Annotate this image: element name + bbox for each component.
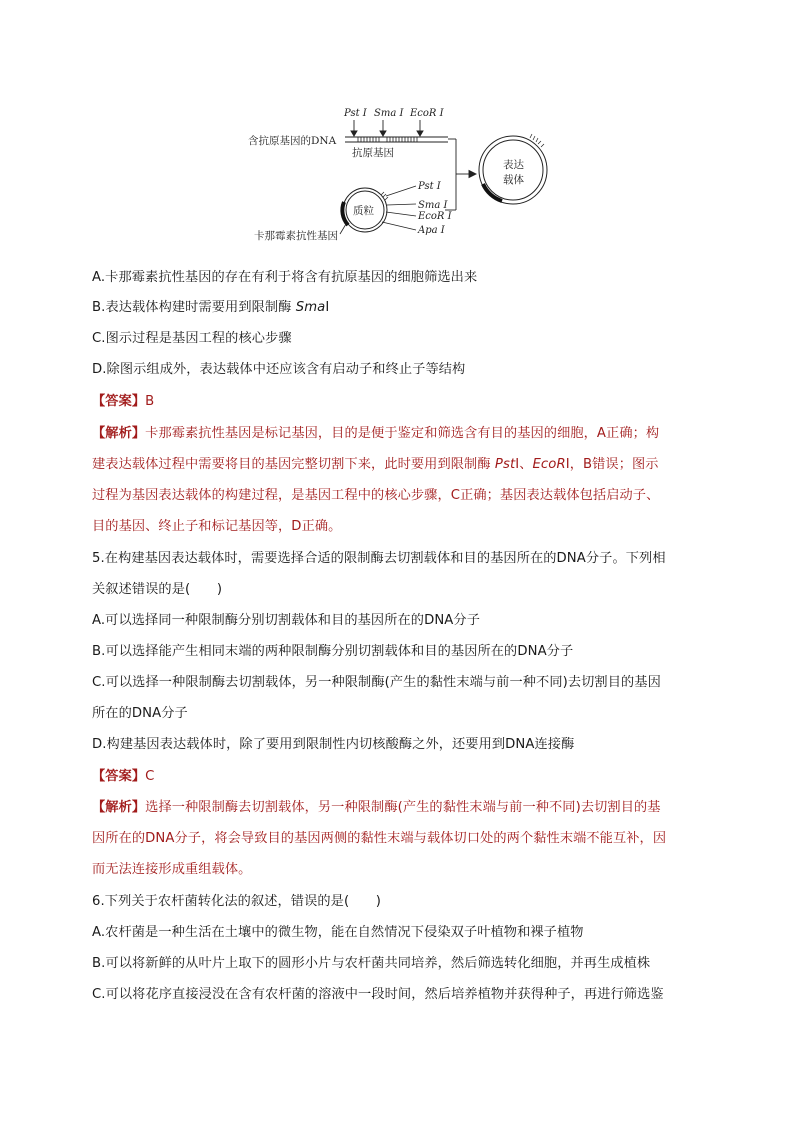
q4-analysis-line-1: [92, 424, 712, 444]
q4-option-b-enzyme: Sma: [295, 300, 326, 315]
analysis-tag: 【解析】: [92, 426, 146, 441]
enzyme-ecor: EcoR: [532, 457, 566, 472]
pst-label-top: Pst Ⅰ: [344, 108, 367, 119]
analysis-tag: 【解析】: [92, 800, 146, 815]
bracket-arrow: [445, 139, 476, 210]
q5-option-c-line-2: 所在的DNA分子: [92, 706, 188, 721]
analysis-text: 卡那霉素抗性基因是标记基因，目的是便于鉴定和筛选含有目的基因的细胞，A正确；构: [145, 426, 660, 441]
q5-analysis-line-3: 而无法连接形成重组载体。: [92, 862, 252, 877]
q4-analysis-line-3: 过程为基因表达载体的构建过程，是基因工程中的核心步骤，C正确；基因表达载体包括启动子、: [92, 488, 660, 503]
q4-option-b-prefix: B.表达载体构建时需要用到限制酶: [92, 300, 296, 315]
q6-option-b: B.可以将新鲜的从叶片上取下的圆形小片与农杆菌共同培养，然后筛选转化细胞，并再生成植株: [92, 956, 651, 971]
apa-label-plasmid: Apa Ⅰ: [418, 225, 445, 236]
plasmid-label: 质粒: [353, 205, 374, 217]
q4-option-d: D.除图示组成外，表达载体中还应该含有启动子和终止子等结构: [92, 362, 466, 377]
pst-label-plasmid: Pst Ⅰ: [418, 181, 441, 192]
dna-strand: [345, 137, 448, 142]
q5-option-d: D.构建基因表达载体时，除了要用到限制性内切核酸酶之外，还要用到DNA连接酶: [92, 737, 575, 752]
eco-label-top: EcoR Ⅰ: [410, 108, 444, 119]
kanamycin-gene-label: 卡那霉素抗性基因: [254, 230, 338, 242]
q4-answer: [92, 392, 712, 412]
cut-site-arrows: [351, 120, 423, 136]
enzyme-pst: Pst: [494, 457, 516, 472]
q5-analysis-line-1: [92, 798, 712, 818]
analysis-text: 建表达载体过程中需要将目的基因完整切割下来，此时要用到限制酶: [92, 457, 495, 472]
q5-option-c-line-1: C.可以选择一种限制酶去切割载体，另一种限制酶(产生的黏性末端与前一种不同)去切割目的基因: [92, 675, 661, 690]
answer-value: B: [145, 394, 155, 409]
analysis-text: 选择一种限制酶去切割载体，另一种限制酶(产生的黏性末端与前一种不同)去切割目的基: [145, 800, 661, 815]
analysis-text: Ⅰ，B错误；图示: [565, 457, 659, 472]
q5-option-b: B.可以选择能产生相同末端的两种限制酶分别切割载体和目的基因所在的DNA分子: [92, 644, 574, 659]
q5-stem-line-1: 5.在构建基因表达载体时，需要选择合适的限制酶去切割载体和目的基因所在的DNA分子。下列相: [92, 551, 666, 566]
q4-option-c: C.图示过程是基因工程的核心步骤: [92, 331, 292, 346]
q4-option-b-suffix: Ⅰ: [325, 300, 330, 315]
q5-answer: [92, 767, 712, 787]
q4-analysis-line-2: [92, 455, 712, 475]
sma-label-top: Sma Ⅰ: [374, 108, 404, 119]
q5-stem-line-2: 关叙述错误的是( ): [92, 582, 223, 597]
answer-tag: 【答案】: [92, 769, 146, 784]
vector-construction-diagram: [240, 98, 580, 248]
antigen-gene-label: 抗原基因: [352, 147, 394, 159]
q6-stem: 6.下列关于农杆菌转化法的叙述，错误的是( ): [92, 894, 382, 909]
q5-option-a: A.可以选择同一种限制酶分别切割载体和目的基因所在的DNA分子: [92, 613, 480, 628]
q4-option-b: [92, 298, 712, 318]
answer-tag: 【答案】: [92, 394, 146, 409]
vector-label-1: 表达: [503, 159, 524, 171]
q6-option-c: C.可以将花序直接浸没在含有农杆菌的溶液中一段时间，然后培养植物并获得种子，再进行筛选鉴: [92, 987, 664, 1002]
antigen-gene-segment: [358, 137, 417, 142]
sma-label-plasmid: Sma Ⅰ: [418, 200, 448, 211]
dna-label: 含抗原基因的DNA: [248, 135, 337, 147]
analysis-text: Ⅰ、: [515, 457, 533, 472]
answer-value: C: [145, 769, 155, 784]
eco-label-plasmid: EcoR Ⅰ: [418, 211, 452, 222]
vector-label-2: 载体: [503, 174, 524, 186]
kana-leader-line: [340, 224, 346, 234]
q5-analysis-line-2: 因所在的DNA分子，将会导致目的基因两侧的黏性末端与载体切口处的两个黏性末端不能互补，因: [92, 831, 667, 846]
q4-analysis-line-4: 目的基因、终止子和标记基因等，D正确。: [92, 519, 342, 534]
q4-option-a: A.卡那霉素抗性基因的存在有利于将含有抗原基因的细胞筛选出来: [92, 270, 478, 285]
q6-option-a: A.农杆菌是一种生活在土壤中的微生物，能在自然情况下侵染双子叶植物和裸子植物: [92, 925, 584, 940]
